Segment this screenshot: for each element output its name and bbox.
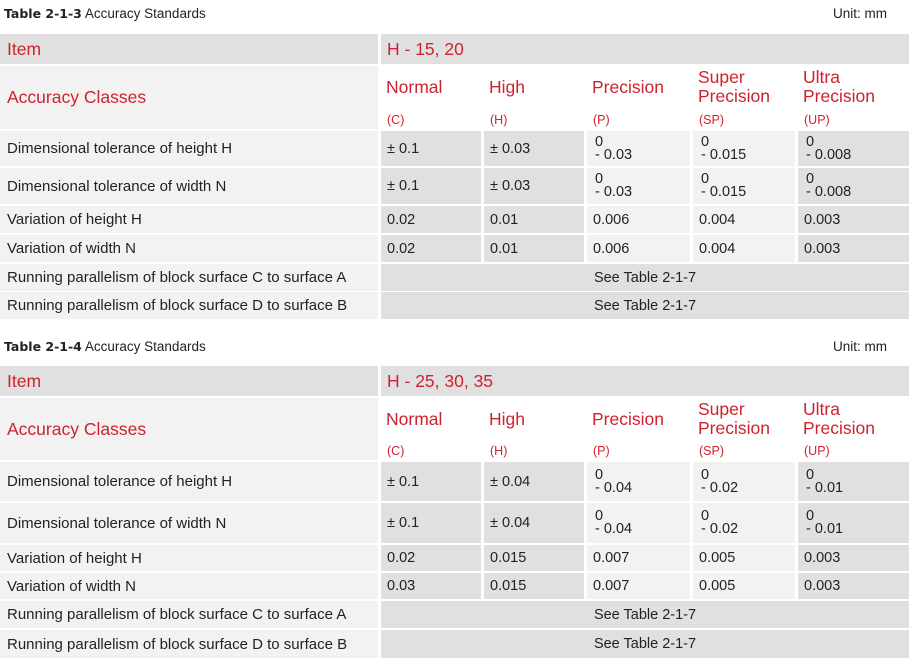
class-name-line: Precision: [698, 86, 770, 106]
value-cell: 0.003: [798, 235, 909, 262]
tolerance-lower: - 0.03: [595, 184, 633, 200]
table-row: [0, 292, 909, 319]
row-label: Variation of width N: [0, 235, 378, 262]
table-row: [0, 545, 909, 571]
class-header-p: [587, 398, 690, 460]
value-cell: 0.01: [484, 206, 584, 233]
tolerance-lower: - 0.015: [701, 184, 747, 200]
tolerance-upper: 0: [806, 508, 815, 524]
row-label: Variation of height H: [0, 206, 378, 233]
tolerance-upper: 0: [701, 508, 710, 524]
value-cell: 0.02: [381, 545, 481, 571]
tolerance-lower: - 0.008: [806, 146, 852, 163]
tolerance-lower: - 0.008: [806, 184, 852, 200]
value-cell: 0.01: [484, 235, 584, 262]
table-number: Table 2-1-4: [4, 339, 82, 354]
value-cell: ± 0.03: [484, 131, 584, 166]
class-code: (SP): [699, 444, 724, 458]
unit-label: Unit: mm: [833, 6, 887, 21]
class-name: [592, 398, 690, 429]
unit-label: Unit: mm: [833, 339, 887, 354]
table-row: [0, 131, 909, 166]
class-code: (H): [490, 444, 508, 458]
value-cell: ± 0.1: [381, 131, 481, 166]
tolerance-cell: [798, 462, 909, 501]
item-value: H - 15, 20: [381, 34, 909, 64]
tolerance-cell: [693, 462, 795, 501]
class-name-line: High: [489, 77, 525, 97]
class-code: (P): [593, 113, 610, 127]
class-header-sp: [693, 66, 795, 129]
row-label: Variation of height H: [0, 545, 378, 571]
table-row: [0, 503, 909, 543]
tolerance-lower: - 0.01: [806, 521, 844, 537]
table-title: Accuracy Standards: [81, 339, 206, 354]
class-name: [803, 398, 909, 438]
accuracy-classes-row: [0, 398, 909, 460]
tolerance-cell: [587, 168, 690, 204]
tolerance-lower: - 0.04: [595, 479, 633, 496]
item-row: [0, 366, 909, 396]
tolerance-cell: [587, 462, 690, 501]
item-label: Item: [0, 366, 378, 396]
row-label: Variation of width N: [0, 573, 378, 599]
class-header-c: [381, 398, 481, 460]
class-code: (SP): [699, 113, 724, 127]
tolerance-upper: 0: [806, 133, 815, 150]
class-name-line: Ultra: [803, 399, 840, 419]
class-name-line: Ultra: [803, 67, 840, 87]
value-cell: 0.015: [484, 545, 584, 571]
tolerance-lower: - 0.015: [701, 146, 747, 163]
value-cell: 0.007: [587, 545, 690, 571]
class-name-line: Precision: [592, 77, 664, 97]
item-label: Item: [0, 34, 378, 64]
tolerance-cell: [798, 168, 909, 204]
value-cell: ± 0.04: [484, 503, 584, 543]
class-header-up: [798, 66, 909, 129]
tolerance-upper: 0: [806, 466, 815, 483]
class-name: [698, 66, 795, 106]
class-header-h: [484, 66, 584, 129]
class-name-line: Precision: [803, 86, 875, 106]
class-code: (C): [387, 113, 405, 127]
tolerance-cell: [693, 503, 795, 543]
tolerance-upper: 0: [701, 171, 710, 187]
row-label: Dimensional tolerance of height H: [0, 131, 378, 166]
merged-value-cell: See Table 2-1-7: [381, 264, 909, 291]
table-number: Table 2-1-3: [4, 6, 82, 21]
table-title: Accuracy Standards: [81, 6, 206, 21]
tolerance-upper: 0: [595, 133, 604, 150]
tolerance-lower: - 0.04: [595, 521, 633, 537]
value-cell: 0.004: [693, 206, 795, 233]
merged-value-cell: See Table 2-1-7: [381, 630, 909, 658]
tolerance-upper: 0: [701, 133, 710, 150]
class-header-p: [587, 66, 690, 129]
tolerance-cell: [798, 131, 909, 166]
class-name-line: Super: [698, 67, 745, 87]
table-row: [0, 235, 909, 262]
table-row: [0, 630, 909, 658]
value-cell: 0.003: [798, 545, 909, 571]
tolerance-cell: [693, 131, 795, 166]
value-cell: ± 0.1: [381, 462, 481, 501]
tolerance-upper: 0: [806, 171, 815, 187]
tolerance-upper: 0: [595, 466, 604, 483]
class-code: (H): [490, 113, 508, 127]
accuracy-classes-label: Accuracy Classes: [0, 66, 378, 129]
value-cell: 0.02: [381, 206, 481, 233]
class-code: (P): [593, 444, 610, 458]
class-name: [386, 66, 481, 97]
value-cell: 0.02: [381, 235, 481, 262]
class-code: (UP): [804, 444, 830, 458]
tolerance-upper: 0: [595, 171, 604, 187]
tolerance-lower: - 0.03: [595, 146, 633, 163]
tolerance-cell: [587, 503, 690, 543]
value-cell: ± 0.03: [484, 168, 584, 204]
table-row: [0, 573, 909, 599]
merged-value-cell: See Table 2-1-7: [381, 292, 909, 319]
class-name: [386, 398, 481, 429]
value-cell: 0.007: [587, 573, 690, 599]
value-cell: 0.006: [587, 235, 690, 262]
accuracy-classes-label: Accuracy Classes: [0, 398, 378, 460]
value-cell: 0.006: [587, 206, 690, 233]
tolerance-upper: 0: [701, 466, 710, 483]
row-label: Running parallelism of block surface C to surface A: [0, 601, 378, 628]
class-name-line: Super: [698, 399, 745, 419]
class-name: [489, 66, 584, 97]
tolerance-cell: [693, 168, 795, 204]
class-name-line: Normal: [386, 409, 443, 429]
class-code: (C): [387, 444, 405, 458]
table-row: [0, 168, 909, 204]
class-name: [803, 66, 909, 106]
tolerance-lower: - 0.02: [701, 521, 739, 537]
table-row: [0, 264, 909, 291]
class-name-line: Precision: [698, 418, 770, 438]
class-header-sp: [693, 398, 795, 460]
tolerance-upper: 0: [595, 508, 604, 524]
table-row: [0, 601, 909, 628]
row-label: Running parallelism of block surface D to surface B: [0, 630, 378, 658]
class-name: [698, 398, 795, 438]
row-label: Running parallelism of block surface D to surface B: [0, 292, 378, 319]
value-cell: 0.003: [798, 573, 909, 599]
class-name-line: Normal: [386, 77, 443, 97]
class-name-line: High: [489, 409, 525, 429]
value-cell: 0.004: [693, 235, 795, 262]
value-cell: 0.015: [484, 573, 584, 599]
class-name: [489, 398, 584, 429]
tolerance-lower: - 0.02: [701, 479, 739, 496]
table-caption: [4, 339, 206, 354]
accuracy-classes-row: [0, 66, 909, 129]
class-name: [592, 66, 690, 97]
row-label: Dimensional tolerance of width N: [0, 503, 378, 543]
value-cell: 0.005: [693, 573, 795, 599]
row-label: Dimensional tolerance of width N: [0, 168, 378, 204]
value-cell: ± 0.04: [484, 462, 584, 501]
tolerance-cell: [587, 131, 690, 166]
tolerance-cell: [798, 503, 909, 543]
table-row: [0, 206, 909, 233]
table-caption: [4, 6, 206, 21]
class-name-line: Precision: [803, 418, 875, 438]
value-cell: ± 0.1: [381, 168, 481, 204]
class-header-up: [798, 398, 909, 460]
value-cell: ± 0.1: [381, 503, 481, 543]
row-label: Running parallelism of block surface C to surface A: [0, 264, 378, 291]
value-cell: 0.03: [381, 573, 481, 599]
item-value: H - 25, 30, 35: [381, 366, 909, 396]
class-code: (UP): [804, 113, 830, 127]
class-header-c: [381, 66, 481, 129]
table-row: [0, 462, 909, 501]
item-row: [0, 34, 909, 64]
class-name-line: Precision: [592, 409, 664, 429]
tolerance-lower: - 0.01: [806, 479, 844, 496]
value-cell: 0.003: [798, 206, 909, 233]
class-header-h: [484, 398, 584, 460]
merged-value-cell: See Table 2-1-7: [381, 601, 909, 628]
value-cell: 0.005: [693, 545, 795, 571]
row-label: Dimensional tolerance of height H: [0, 462, 378, 501]
